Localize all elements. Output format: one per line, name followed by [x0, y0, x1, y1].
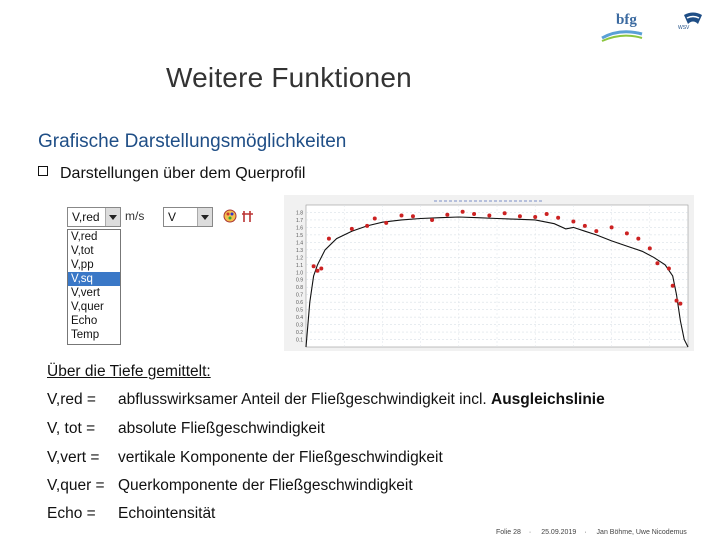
data-point — [610, 225, 614, 229]
y-tick-label: 0.5 — [296, 307, 303, 314]
data-point — [518, 214, 522, 218]
definition-term: Echo = — [47, 505, 96, 522]
page-title: Weitere Funktionen — [166, 62, 412, 93]
definition-text — [118, 420, 325, 438]
footer-separator: · — [528, 529, 532, 536]
data-point — [327, 237, 331, 241]
data-point — [675, 299, 679, 303]
variable-options-list — [67, 229, 121, 345]
data-point — [625, 231, 629, 235]
y-tick-label: 0.3 — [296, 322, 303, 329]
data-point — [487, 213, 491, 217]
y-tick-label: 1.1 — [296, 262, 303, 269]
data-point — [648, 246, 652, 250]
y-tick-label: 1.4 — [296, 240, 303, 247]
data-point — [571, 219, 575, 223]
dropdown-option[interactable]: Temp — [71, 329, 100, 341]
y-tick-label: 0.1 — [296, 337, 303, 344]
y-tick-label: 1.0 — [296, 270, 303, 277]
footer-authors: Jan Böhme, Uwe Nicodemus — [596, 529, 687, 536]
chevron-down-icon[interactable] — [197, 208, 212, 226]
data-point — [583, 224, 587, 228]
wsv-emblem-icon — [682, 12, 704, 26]
definition-row — [47, 477, 697, 497]
data-point — [312, 264, 316, 268]
data-point — [655, 261, 659, 265]
component-select[interactable] — [163, 207, 213, 227]
data-point — [315, 269, 319, 273]
display-selector-widget — [65, 204, 245, 349]
cross-section-chart — [284, 195, 694, 351]
definition-row — [47, 391, 697, 411]
dropdown-option[interactable]: Echo — [71, 315, 98, 327]
data-point — [411, 214, 415, 218]
data-point — [556, 216, 560, 220]
definition-text — [118, 391, 605, 409]
y-tick-label: 1.2 — [296, 255, 303, 262]
definition-text-main: Echointensität — [118, 505, 216, 522]
data-point — [503, 211, 507, 215]
definition-row — [47, 449, 697, 469]
bullet-item — [38, 165, 305, 183]
definition-emphasis: Ausgleichslinie — [491, 391, 605, 408]
footer-date: 25.09.2019 — [541, 529, 577, 536]
data-point — [667, 267, 671, 271]
chevron-down-icon[interactable] — [105, 208, 120, 226]
variable-select[interactable] — [67, 207, 121, 227]
unit-label: m/s — [125, 209, 145, 223]
footer-separator: · — [584, 529, 587, 536]
definition-text — [118, 477, 413, 495]
definition-text-main: Querkomponente der Fließgeschwindigkeit — [118, 477, 413, 494]
data-point — [472, 212, 476, 216]
data-point — [545, 212, 549, 216]
bfg-logo-text: bfg — [616, 12, 637, 28]
explanation-header: Über die Tiefe gemittelt: — [47, 363, 211, 380]
section-subtitle: Grafische Darstellungsmöglichkeiten — [38, 131, 347, 152]
data-point — [384, 221, 388, 225]
data-point — [533, 215, 537, 219]
component-select-value: V — [168, 210, 177, 224]
footer-slide-number: Folie 28 — [496, 529, 521, 536]
data-point — [365, 224, 369, 228]
y-tick-label: 0.4 — [296, 315, 303, 322]
bullet-square-icon — [38, 166, 48, 176]
definition-term: V,vert = — [47, 449, 100, 466]
data-point — [350, 227, 354, 231]
definition-term: V,quer = — [47, 477, 105, 494]
data-point — [678, 302, 682, 306]
definition-term: V, tot = — [47, 420, 96, 437]
dropdown-option[interactable]: V,vert — [71, 287, 100, 299]
data-point — [445, 213, 449, 217]
data-point — [319, 267, 323, 271]
data-point — [636, 237, 640, 241]
dropdown-option[interactable]: V,pp — [71, 259, 94, 271]
data-point — [671, 284, 675, 288]
definition-text-main: absolute Fließgeschwindigkeit — [118, 420, 325, 437]
dropdown-option[interactable]: V,red — [71, 231, 98, 243]
variable-select-value: V,red — [72, 210, 100, 224]
y-tick-label: 1.5 — [296, 232, 303, 239]
definition-row — [47, 505, 697, 525]
data-point — [461, 210, 465, 214]
y-tick-label: 1.7 — [296, 217, 303, 224]
y-tick-label: 1.6 — [296, 225, 303, 232]
data-point — [594, 229, 598, 233]
palette-icon[interactable] — [223, 209, 237, 223]
data-point — [400, 213, 404, 217]
y-tick-label: 0.6 — [296, 300, 303, 307]
bullet-text: Darstellungen über dem Querprofil — [60, 165, 306, 182]
data-point — [373, 216, 377, 220]
dropdown-option[interactable]: V,tot — [71, 245, 94, 257]
wsv-logo-text: WSV — [678, 25, 690, 31]
y-tick-label: 1.8 — [296, 210, 303, 217]
dropdown-option[interactable]: V,quer — [71, 301, 104, 313]
data-point — [430, 218, 434, 222]
y-tick-label: 0.8 — [296, 285, 303, 292]
definition-text — [118, 505, 215, 523]
axis-marker-icon[interactable] — [241, 209, 255, 223]
bfg-wave-icon — [600, 26, 644, 42]
definition-text-main: vertikale Komponente der Fließgeschwindigkeit — [118, 449, 443, 466]
footer — [496, 529, 695, 536]
y-tick-label: 0.9 — [296, 277, 303, 284]
bfg-logo — [600, 10, 660, 40]
definition-term: V,red = — [47, 391, 96, 408]
definition-text-main: abflusswirksamer Anteil der Fließgeschwindigkeit incl. — [118, 391, 487, 408]
y-tick-label: 0.7 — [296, 292, 303, 299]
y-tick-label: 1.3 — [296, 247, 303, 254]
wsv-logo — [676, 12, 710, 46]
dropdown-option[interactable]: V,sq — [68, 272, 120, 286]
definition-row — [47, 420, 697, 440]
definition-text — [118, 449, 443, 467]
y-tick-label: 0.2 — [296, 330, 303, 337]
